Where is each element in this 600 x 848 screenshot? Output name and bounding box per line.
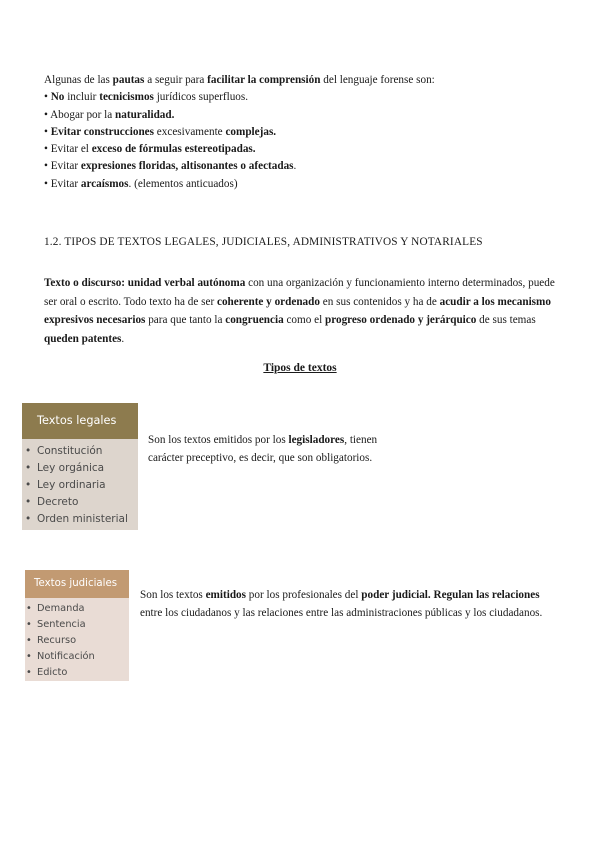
types-title: Tipos de textos (263, 362, 337, 374)
bold-run: No (50, 91, 65, 104)
legales-description: Son los textos emitidos por los legisladores, tienen carácter preceptivo, es decir, que son obligatorios. (148, 434, 378, 464)
bold-run: progreso ordenado y jerárquico (325, 314, 477, 326)
card-list-item: • Notificación (25, 649, 129, 665)
intro-lead: Algunas de las pautas a seguir para facilitar la comprensión del lenguaje forense son: (44, 74, 435, 86)
card-list-item: • Constitución (22, 443, 138, 460)
bold-run: pautas (112, 74, 145, 86)
card-list-item: • Recurso (25, 633, 129, 649)
bold-run: coherente y ordenado (217, 295, 320, 308)
bold-run: tecnicismos (99, 91, 154, 104)
card-header: Textos legales (22, 403, 138, 439)
bold-run: exceso de fórmulas estereotipadas. (91, 143, 256, 156)
bold-run: Evitar construcciones (50, 125, 154, 138)
bullet-item: • No incluir tecnicismos jurídicos superfluos. (44, 91, 249, 104)
bold-run: facilitar la comprensión (207, 74, 321, 86)
bold-run: congruencia (225, 314, 284, 326)
bold-run: queden patentes (44, 332, 122, 345)
bold-run: emitidos (205, 589, 246, 601)
intro-block (44, 72, 564, 193)
card-list-item: • Orden ministerial (22, 511, 138, 528)
bold-run: poder judicial. Regulan las relaciones (361, 589, 540, 601)
card-list-item: • Demanda (25, 601, 129, 617)
bold-run: naturalidad. (115, 108, 175, 121)
bullet-item: • Evitar arcaísmos. (elementos anticuados) (44, 177, 238, 190)
bullet-item: • Evitar expresiones floridas, altisonantes o afectadas. (44, 160, 297, 173)
card-textos-judiciales (25, 570, 129, 681)
card-list-item: • Sentencia (25, 617, 129, 633)
bold-run: legisladores (288, 434, 345, 446)
bullet-item: • Evitar construcciones excesivamente complejas. (44, 125, 277, 138)
card-list-item: • Ley ordinaria (22, 477, 138, 494)
card-list-item: • Decreto (22, 494, 138, 511)
card-list (22, 439, 138, 528)
card-list-item: • Edicto (25, 665, 129, 681)
bold-run: acudir a los mecanismo expresivos necesarios (44, 295, 551, 326)
judiciales-description: Son los textos emitidos por los profesionales del poder judicial. Regulan las relaciones entre los ciudadanos y las relaciones entre las administraciones públicas y los ciudadanos. (140, 589, 543, 619)
bold-run: Texto o discurso: unidad verbal autónoma (44, 277, 246, 289)
definition-paragraph: Texto o discurso: unidad verbal autónoma con una organización y funcionamiento interno determinados, puede ser oral o escrito. Todo texto ha de ser coherente y ordenado en sus contenidos y ha de acudir a los mecanismo expresivos necesarios para que tanto la congruencia como el progreso ordenado y jerárquico de sus temas queden patentes. (44, 277, 555, 345)
bullet-item: • Evitar el exceso de fórmulas estereotipadas. (44, 143, 256, 156)
card-textos-legales (22, 403, 138, 530)
card-list-item: • Ley orgánica (22, 460, 138, 477)
section-heading: 1.2. TIPOS DE TEXTOS LEGALES, JUDICIALES, ADMINISTRATIVOS Y NOTARIALES (44, 236, 483, 248)
card-list (25, 598, 129, 681)
bold-run: expresiones floridas, altisonantes o afectadas (80, 160, 294, 173)
bullet-item: • Abogar por la naturalidad. (44, 108, 175, 121)
bold-run: arcaísmos (80, 177, 129, 190)
card-header: Textos judiciales (25, 570, 129, 598)
bold-run: complejas. (225, 125, 277, 138)
